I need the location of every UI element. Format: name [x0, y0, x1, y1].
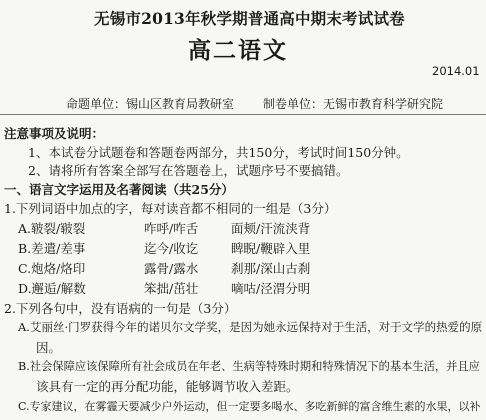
q1-option-b-col1: B.差遣/差事	[18, 241, 86, 256]
q1-option-a-col3: 面颊/汗流浃背	[231, 221, 311, 236]
q1-option-c-col1: C.炮烙/烙印	[18, 261, 86, 276]
q1-option-c-col3: 刹那/深山古刹	[231, 261, 311, 276]
notice-title: 注意事项及说明：	[4, 126, 105, 141]
notice-item-1: 1、本试卷分试题卷和答题卷两部分，共150分，考试时间150分钟。	[28, 145, 409, 160]
q1-option-c-col2: 露骨/露水	[144, 261, 199, 276]
q2-option-a-line2: 因。	[36, 340, 62, 355]
q1-option-a-col1: A.皲裂/皲裂	[18, 221, 86, 236]
producer-unit: 制卷单位：无锡市教育科学研究院	[263, 97, 444, 111]
exam-title: 无锡市2013年秋学期普通高中期末考试试卷	[94, 9, 405, 28]
header-divider	[0, 114, 486, 115]
q1-option-b-col3: 睥睨/鞭辟入里	[231, 241, 311, 256]
q2-option-b-line1: B.社会保障应该保障所有社会成员在年老、生病等特殊时期和特殊情况下的基本生活，并且应	[18, 360, 480, 373]
q1-option-d-col1: D.邂逅/解数	[18, 281, 86, 296]
q1-option-d-col3: 嘀咕/泾渭分明	[231, 281, 311, 296]
q1-option-b-col2: 迄今/收讫	[144, 241, 199, 256]
q1-option-d-col2: 笨拙/茁壮	[144, 281, 199, 296]
q2-option-b-line2: 该具有一定的再分配功能，能够调节收入差距。	[36, 379, 299, 394]
question-1-stem: 1.下列词语中加点的字，每对读音都不相同的一组是（3分）	[4, 201, 337, 216]
subject-title: 高二语文	[188, 37, 288, 64]
q2-option-c-line1: C.专家建议，在雾霾天要减少户外运动，但一定要多喝水、多吃新鲜的富含维生素的水果，以补	[18, 400, 481, 413]
q2-option-a-line1: A.艾丽丝·门罗获得今年的诺贝尔文学奖，是因为她永远保持对于生活，对于文学的热爱的原	[18, 320, 483, 334]
exam-date: 2014.01	[432, 64, 480, 78]
proposer-unit: 命题单位：锡山区教育局教研室	[66, 97, 235, 111]
section-1-title: 一、语言文字运用及名著阅读（共25分）	[4, 182, 234, 197]
question-2-stem: 2.下列各句中，没有语病的一句是（3分）	[4, 301, 237, 316]
q1-option-a-col2: 咋呼/咋舌	[144, 221, 199, 236]
notice-item-2: 2、请将所有答案全部写在答题卷上，试题序号不要搞错。	[28, 163, 349, 178]
